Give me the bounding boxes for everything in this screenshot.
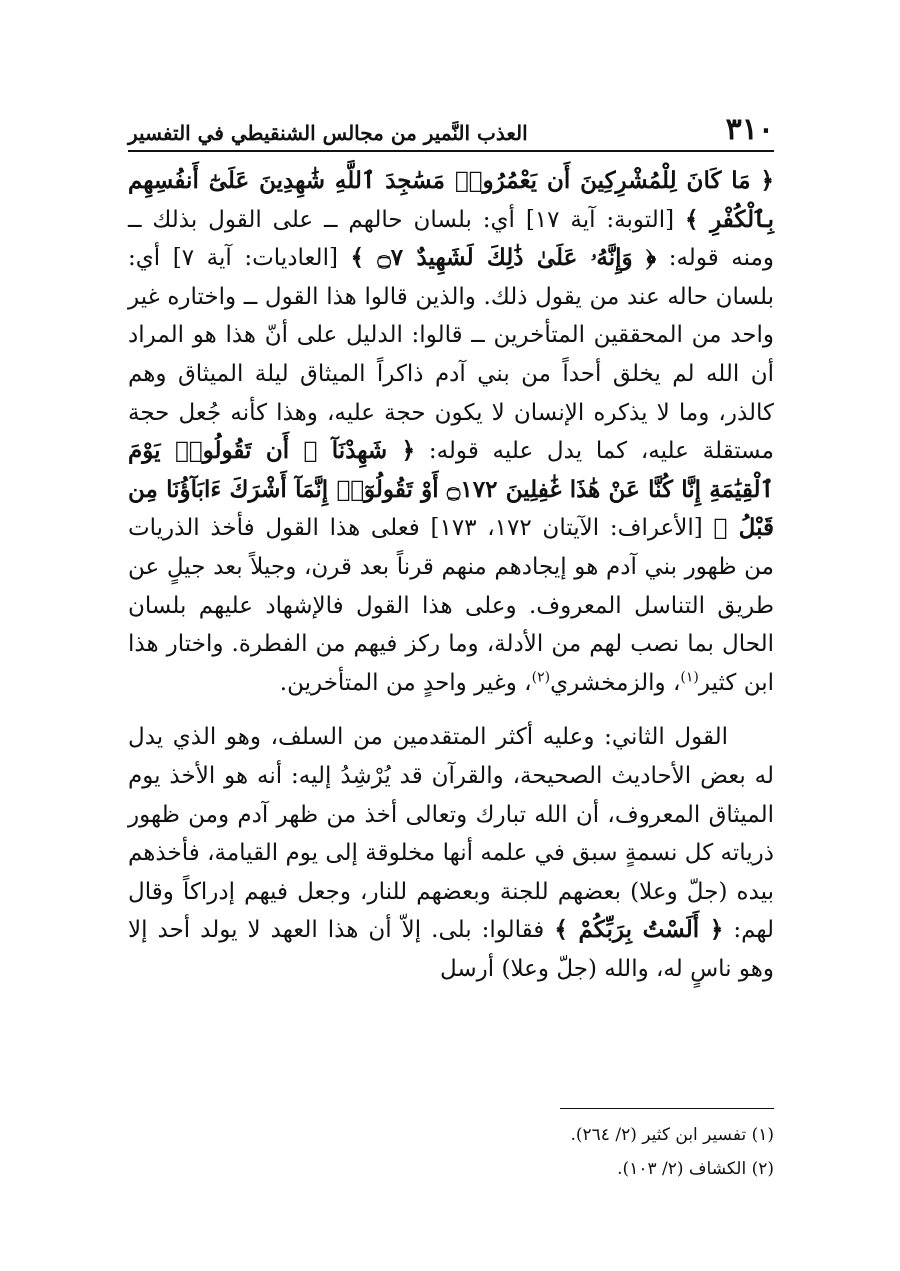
quran-verse: ﴿ وَإِنَّهُۥ عَلَىٰ ذَٰلِكَ لَشَهِيدٌ ۝٧ ﴾: [350, 244, 657, 272]
paragraph-1: [128, 162, 774, 702]
quran-verse: ﴿ مَا كَانَ لِلْمُشْرِكِينَ أَن يَعْمُرُوا۟ مَسَٰجِدَ ٱللَّهِ شَٰهِدِينَ عَلَىٰٓ أَنفُسِهِم بِٱلْكُفْرِ ﴾: [128, 167, 774, 233]
footnote-ref[interactable]: (١): [680, 669, 699, 686]
footnote-1: (١) تفسير ابن كثير (٢/ ٢٦٤).: [570, 1125, 774, 1145]
text-run: فقالوا: بلى. إلاّ أن هذا العهد لا يولد أحد إلا وهو ناسٍ له، والله (جلّ وعلا) أرسل: [128, 917, 774, 982]
quran-verse: ﴿ شَهِدْنَآ ۛ أَن تَقُولُوا۟ يَوْمَ ٱلْقِيَٰمَةِ إِنَّا كُنَّا عَنْ هَٰذَا غَٰفِلِينَ ۝١٧٢ أَوْ تَقُولُوٓا۟ إِنَّمَآ أَشْرَكَ ءَابَآؤُنَا مِن قَبْلُ ﴾: [128, 437, 775, 542]
running-title: العذب النَّمير من مجالس الشنقيطي في التفسير: [128, 121, 528, 145]
header-divider: [128, 150, 774, 152]
text-run: القول الثاني: وعليه أكثر المتقدمين من السلف، وهو الذي يدل له بعض الأحاديث الصحيحة، والقرآن قد يُرْشِدُ إليه: أنه هو الأخذ يوم الميثاق المعروف، أن الله تبارك وتعالى أخذ من ظهر آدم ومن ظهور ذرياته كل نسمةٍ سبق في علمه أنها مخلوقة إلى يوم القيامة، فأخذهم بيده (جلّ وعلا) بعضهم للجنة وبعضهم للنار، وجعل فيهم إدراكاً وقال لهم:: [128, 724, 775, 944]
paragraph-2: [128, 718, 774, 988]
text-run: ، والزمخشري: [550, 669, 681, 696]
footnote-ref[interactable]: (٢): [531, 669, 551, 686]
text-run: [التوبة: آية ١٧] أي: بلسان حالهم ــ على القول بذلك ــ ومنه قوله:: [128, 206, 774, 272]
text-run: [الأعراف: الآيتان ١٧٢، ١٧٣] فعلى هذا القول فأخذ الذريات من ظهور بني آدم هو إيجادهم منهم قرناً بعد قرن، وجيلاً بعد جيلٍ عن طريق التناسل المعروف. وعلى هذا القول فالإشهاد عليهم بلسان الحال بما نصب لهم من الأدلة، وما ركز فيهم من الفطرة. واختار هذا ابن كثير: [128, 515, 774, 696]
text-run: ، وغير واحدٍ من المتأخرين.: [279, 669, 532, 696]
page-number: ٣١٠: [725, 112, 774, 147]
footnote-2: (٢) الكشاف (٢/ ١٠٣).: [617, 1159, 774, 1179]
footnotes: [128, 1118, 774, 1186]
text-run: [العاديات: آية ٧] أي: بلسان حاله عند من يقول ذلك. والذين قالوا هذا القول ــ واختاره غير واحد من المحققين المتأخرين ــ قالوا: الدليل على أنّ هذا هو المراد أن الله لم يخلق أحداً من بني آدم ذاكراً الميثاق ليلة الميثاق وهم كالذر، وما لا يذكره الإنسان لا يكون حجة عليه، وهذا كأنه جُعل حجة مستقلة عليه، كما يدل عليه قوله:: [128, 245, 774, 465]
page-header: [128, 108, 774, 148]
footnote-divider: [560, 1108, 774, 1109]
main-text: [128, 162, 774, 988]
quran-verse: ﴿ أَلَسْتُ بِرَبِّكُمْ ﴾: [554, 916, 724, 944]
